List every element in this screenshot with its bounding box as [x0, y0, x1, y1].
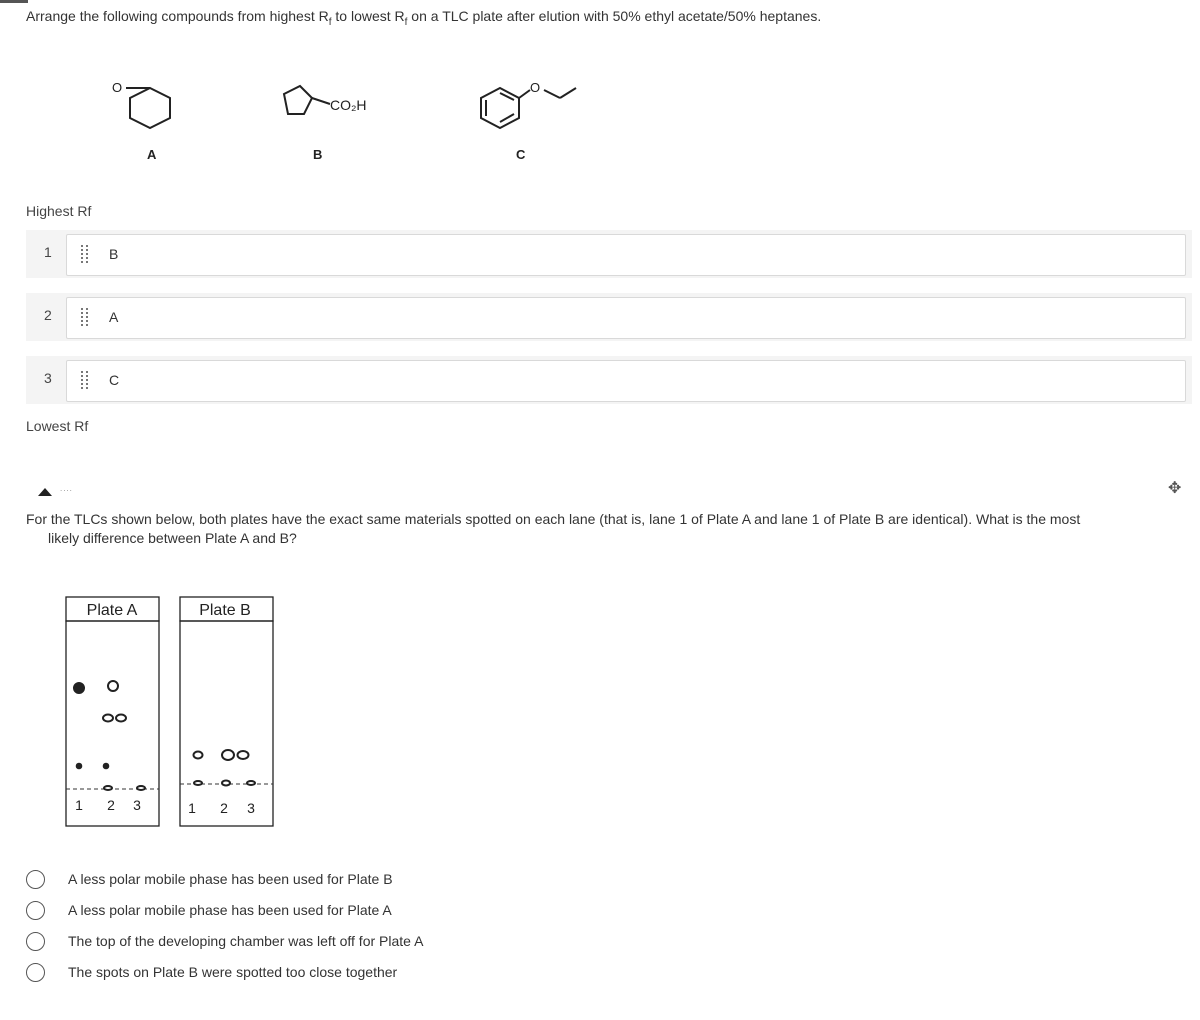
tlc-plates-figure [60, 592, 290, 842]
collapse-triangle-icon[interactable] [38, 488, 52, 496]
compound-structures [0, 70, 700, 170]
compound-c-structure [481, 88, 576, 128]
ranking-slot-3[interactable] [66, 360, 1186, 402]
plate-a-lane-2: 2 [107, 797, 115, 813]
question2-line2: likely difference between Plate A and B? [48, 530, 297, 546]
ranking-row-3 [26, 356, 1192, 404]
answer-option-label: The spots on Plate B were spotted too close together [68, 964, 398, 980]
plate-b [180, 597, 273, 826]
drag-handle-icon[interactable] [81, 308, 91, 328]
plate-a-lane-3: 3 [133, 797, 141, 813]
lowest-rf-label: Lowest Rf [26, 418, 89, 434]
compound-c-caption: C [516, 147, 526, 162]
answer-option-label: The top of the developing chamber was left off for Plate A [68, 933, 424, 949]
plate-a [66, 597, 159, 826]
tlc-plates-svg [60, 592, 290, 837]
ranking-value: B [109, 246, 119, 262]
plate-a-title: Plate A [86, 602, 138, 619]
compound-b-caption: B [313, 147, 323, 162]
drag-handle-icon[interactable] [81, 245, 91, 265]
compound-c-oxygen: O [530, 80, 541, 95]
answer-option-label: A less polar mobile phase has been used for Plate A [68, 902, 392, 918]
ranking-number: 2 [44, 307, 52, 323]
compound-b-group: CO₂H [330, 97, 367, 113]
top-rule [0, 0, 28, 3]
plate-a-lane-1: 1 [75, 797, 83, 813]
ranking-value: A [109, 309, 119, 325]
compound-structures-svg [0, 70, 700, 170]
compound-a-caption: A [147, 147, 157, 162]
tiny-mark: .... [60, 484, 73, 493]
radio-button[interactable] [26, 963, 45, 982]
answer-option-label: A less polar mobile phase has been used for Plate B [68, 871, 393, 887]
compound-a-oxygen: O [112, 80, 123, 95]
radio-button[interactable] [26, 901, 45, 920]
ranking-slot-2[interactable] [66, 297, 1186, 339]
question1-prompt: Arrange the following compounds from highest $R_f$ to lowest $R_f$ on a TLC plate after elution with 50% ethyl acetate/50% heptanes. [26, 8, 822, 28]
plate-b-lane-2: 2 [220, 800, 228, 816]
radio-button[interactable] [26, 932, 45, 951]
ranking-value: C [109, 372, 120, 388]
compound-a-structure [126, 88, 170, 128]
question2-prompt [26, 510, 1186, 548]
plate-b-lane-1: 1 [188, 800, 196, 816]
ranking-number: 1 [44, 244, 52, 260]
highest-rf-label: Highest Rf [26, 203, 92, 219]
plate-b-spots [194, 750, 256, 786]
ranking-row-2 [26, 293, 1192, 341]
ranking-slot-1[interactable] [66, 234, 1186, 276]
plate-a-spots [74, 681, 145, 790]
ranking-number: 3 [44, 370, 52, 386]
compound-b-structure [284, 86, 330, 114]
pin-icon[interactable]: ✥ [1168, 480, 1182, 497]
plate-b-lane-3: 3 [247, 800, 255, 816]
question2-line1: For the TLCs shown below, both plates have the exact same materials spotted on each lane (that is, lane 1 of Plate A and lane 1 of Plate B are identical). What is the most [26, 511, 1081, 527]
drag-handle-icon[interactable] [81, 371, 91, 391]
plate-b-title: Plate B [199, 602, 251, 619]
radio-button[interactable] [26, 870, 45, 889]
ranking-row-1 [26, 230, 1192, 278]
